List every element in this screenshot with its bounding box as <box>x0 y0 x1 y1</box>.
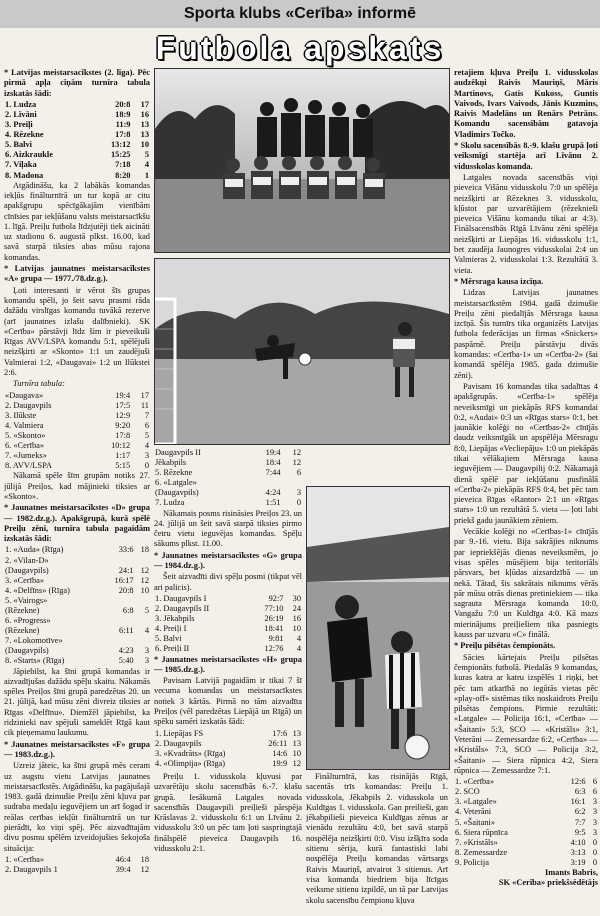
table-row <box>4 626 150 636</box>
goals-cell: 20:8 <box>115 99 131 109</box>
points-cell: 3 <box>592 807 597 817</box>
goals-cell: 17:6 <box>272 728 288 738</box>
points-cell: 3 <box>144 646 149 656</box>
goals-cell: 6:3 <box>574 787 586 797</box>
table-row <box>154 644 302 654</box>
team-cell: 3. «Cerība» <box>5 575 45 585</box>
action-photo-2-image <box>307 487 449 769</box>
team-cell: «Daugava» <box>5 390 44 400</box>
team-cell: 4. Preiļi I <box>155 624 187 634</box>
table-row <box>154 759 302 769</box>
points-cell: 4 <box>296 634 301 644</box>
points-cell: 10 <box>140 140 149 150</box>
table-row <box>4 636 150 646</box>
team-cell: 1. Ludza <box>5 99 37 109</box>
goals-cell: 5:40 <box>118 656 134 666</box>
paragraph: Lidzas Latvijas jaunatnes meistarsacīkstēm 1984. gadā dzimušie Preiļu zēni piedalījās Mērsraga kausa izcīņā. Šis turnīrs tika organizēts Latvijas futbola federācijas un firmas «Snickers» paspārnē. Preiļu pārstāvju divās komandas: «Cerība-1» un «Cerība-2» (šai komandā spēlēja 1985. gada dzimušie zēni). <box>454 288 598 380</box>
table-row <box>4 596 150 606</box>
table-row <box>4 576 150 586</box>
points-cell <box>288 769 302 770</box>
team-cell: 6. «Cerība» <box>5 441 45 451</box>
goals-cell: 26:19 <box>264 614 284 624</box>
team-cell: 2. Daugavpils <box>5 400 52 410</box>
table-row <box>154 769 302 770</box>
goals-cell: 1:51 <box>265 498 281 508</box>
points-cell: 10 <box>292 624 301 634</box>
goals-cell: 46:4 <box>115 854 131 864</box>
team-cell: 4. «Delfīns» (Rīga) <box>5 585 70 595</box>
table-row <box>454 797 598 807</box>
team-cell: 5. «Šaitani» <box>455 817 496 827</box>
team-cell: 4. «Olimpija» (Rīga) <box>155 758 226 768</box>
table-row <box>4 656 150 666</box>
table-row <box>154 729 302 739</box>
table-row <box>4 171 150 181</box>
goals-cell: 4:24 <box>265 488 281 498</box>
goals-cell: 17:8 <box>115 430 131 440</box>
team-cell: 1. Liepājas FS <box>155 728 204 738</box>
goals-cell: 18:41 <box>264 624 284 634</box>
team-cell: (Daugavpils) <box>5 646 49 656</box>
team-photo-image <box>155 69 449 252</box>
goals-cell: 92:7 <box>268 593 284 603</box>
table-row <box>4 120 150 130</box>
points-cell: 13 <box>292 738 301 748</box>
table-row <box>4 586 150 596</box>
paragraph: Latgales novada sacensībās viņi pieveica Višānu vidusskolu 7:0 un spēlēja neizšķirti ar Rēzeknes 3. vidusskolu, kļūstot par uzvarētājiem (rēzeknieši pieveica Višānu komandu tikai ar 4:3). Finālsacensībās Rīgā Līvānu zēni spēlēja neizšķirti ar Liepājas 16. vidusskolu 1:1, bet zaudēja Jaunogres vidusskolai 2:4 un Valmieras 2. vidusskolai 1:3. Rezultātā 3. vieta. <box>454 172 598 275</box>
table-row <box>4 566 150 576</box>
goals-cell <box>103 636 134 646</box>
table-row <box>4 160 150 170</box>
table-row <box>154 614 302 624</box>
table-row <box>4 606 150 616</box>
points-cell <box>135 596 150 606</box>
table-row <box>4 545 150 555</box>
points-cell: 3 <box>592 817 597 827</box>
subheading: Turnīra tabula: <box>13 379 65 389</box>
points-cell: 5 <box>144 150 149 160</box>
table-row <box>154 468 302 478</box>
action-photo-dribble <box>306 486 450 770</box>
team-cell: 3. Preiļi <box>5 120 33 130</box>
points-cell: 0 <box>592 837 597 847</box>
points-cell: 3 <box>592 827 597 837</box>
table-row <box>4 391 150 401</box>
goals-cell: 9:81 <box>268 634 284 644</box>
points-cell: 12 <box>292 458 301 468</box>
table-row <box>154 594 302 604</box>
heading: * Latvijas meistarsacīkstes (2. līga). Pēc pirmā apļa cīņām turnīra tabula izskatās šādi: <box>4 68 150 98</box>
table-row <box>4 865 150 875</box>
goals-cell: 12:76 <box>264 644 284 654</box>
heading: * Mērsraga kausa izcīņa. <box>454 276 544 286</box>
table-row <box>154 448 302 458</box>
team-cell: 2. Daugavpils II <box>155 604 210 614</box>
table-row <box>154 634 302 644</box>
goals-cell: 13:12 <box>110 140 131 150</box>
points-cell: 0 <box>296 498 301 508</box>
goals-cell: 19:4 <box>115 390 131 400</box>
middle-area <box>152 68 452 914</box>
team-cell: 3. Ilūkste <box>5 410 37 420</box>
table-row <box>454 777 598 787</box>
points-cell: 6 <box>592 787 597 797</box>
table-row <box>454 848 598 858</box>
heading: * Latvijas jaunatnes meistarsacīkstes «A» grupa — 1977./78.dz.g.). <box>4 264 150 284</box>
points-cell: 12 <box>140 864 149 874</box>
team-cell: 6. «Latgale» <box>155 478 197 488</box>
page-title: Futbola apskats <box>155 29 445 66</box>
author-title: SK «Cerība» priekšsēdētājs <box>498 878 598 888</box>
points-cell: 10 <box>140 585 149 595</box>
goals-cell: 15:25 <box>110 150 131 160</box>
team-cell: 1. «Cerība» <box>5 854 45 864</box>
team-cell: 4. Valmiera <box>5 420 44 430</box>
points-cell: 5 <box>144 430 149 440</box>
goals-cell: 26:11 <box>268 738 288 748</box>
table-row <box>454 807 598 817</box>
goals-cell: 12:6 <box>570 777 586 787</box>
goals-cell: 7:44 <box>265 468 281 478</box>
points-cell: 16 <box>140 109 149 119</box>
table-row <box>4 461 150 471</box>
paragraph: Preiļu 1. vidusskola kļuvusi par uzvarētāju skolu sacensībās 6.-7. klašu grupā. Iesākumā Latgales novada sacensībās Daugavpili preiļieši pārspēja Krāslavas 2. vidusskolu 6:1 un Līvānu 2. vidusskolu 3:0 un pēc tam ļoti saspringtajā finālspēlē pieveica Daugavpils 16. vidusskolu 2:1. <box>154 772 302 854</box>
points-cell: 11 <box>140 400 149 410</box>
table-row <box>454 787 598 797</box>
team-cell: 2. «Vilan-D» <box>5 555 49 565</box>
team-cell: 5. Rēzekne <box>155 468 193 478</box>
team-photo <box>154 68 450 253</box>
goals-cell: 11:9 <box>115 120 131 130</box>
goals-cell: 16:17 <box>114 575 134 585</box>
team-cell: 3. «Latgale» <box>455 797 497 807</box>
heading: * Jaunatnes meistarsacīkstes «H» grupa — 1985.dz.g.). <box>154 654 302 674</box>
points-cell: 3 <box>144 656 149 666</box>
goals-cell: 4:23 <box>118 646 134 656</box>
goals-cell: 14:6 <box>272 748 288 758</box>
team-cell: Jēkabpils <box>155 458 187 468</box>
section-header-text: Sporta klubs «Cerība» informē <box>183 5 417 22</box>
team-cell: 8. Madona <box>5 170 44 180</box>
points-cell: 0 <box>592 857 597 867</box>
team-cell: (Daugavpils) <box>155 488 199 498</box>
table-row <box>4 855 150 865</box>
table-row <box>4 110 150 120</box>
team-cell: 6. Siera rūpnīca <box>455 827 508 837</box>
table-row <box>154 478 302 488</box>
table-row <box>154 604 302 614</box>
team-cell: 5. Balvi <box>5 140 32 150</box>
goals-cell: 77:10 <box>264 604 284 614</box>
team-cell: 7. «Lokomotīve» <box>5 636 63 646</box>
points-cell: 0 <box>144 461 149 471</box>
goals-cell <box>261 769 289 770</box>
table-row <box>154 624 302 634</box>
points-cell: 17 <box>140 99 149 109</box>
points-cell: 12 <box>292 448 301 457</box>
team-cell: 9. Policija <box>455 857 489 867</box>
heading: * Preiļu pilsētas čempionāts. <box>454 641 556 651</box>
points-cell: 18 <box>140 545 149 555</box>
table-row <box>4 130 150 140</box>
goals-cell: 7:18 <box>115 160 131 170</box>
goals-cell: 7:7 <box>574 817 586 827</box>
team-cell: 1. Daugavpils I <box>155 593 207 603</box>
goals-cell <box>103 616 134 626</box>
goals-cell <box>103 596 134 606</box>
points-cell: 7 <box>144 410 149 420</box>
points-cell: 12 <box>140 575 149 585</box>
points-cell: 13 <box>140 120 149 130</box>
heading: * Jaunatnes meistarsacīkstes «F» grupa — 1983.dz.g.). <box>4 739 150 759</box>
action-photo-1-image <box>155 259 449 444</box>
table-row <box>4 140 150 150</box>
goals-cell: 9:20 <box>115 420 131 430</box>
goals-cell: 16:1 <box>570 797 586 807</box>
table-row <box>154 749 302 759</box>
section-header <box>0 0 600 28</box>
action-photo-goalkeeper <box>154 258 450 445</box>
goals-cell <box>103 556 134 566</box>
team-cell: 4. Veterāni <box>455 807 492 817</box>
goals-cell: 24:1 <box>118 565 134 575</box>
points-cell: 4 <box>144 160 149 170</box>
team-cell: 2. Daugavpils <box>155 738 202 748</box>
points-cell: 3 <box>144 451 149 461</box>
points-cell: 12 <box>292 758 301 768</box>
points-cell: 3 <box>592 797 597 807</box>
paragraph: Finālturnīrā, kas risinājās Rīgā, sacentās trīs komandas: Preiļu 1. vidusskola, Jēkabpils 2. vidusskola un Kuldīgas 1. vidusskola. Gan preilieši, gan jēkabpilieši pieveica Kuldīgas zēnus ar vienādu rezultātu 4:0, bet savā starpā nospēlēja neizšķirti 0:0. Visu izšķīra soda sitienu sērija, kurā fantastiski labi nospēlēja Preiļu komandas vārtsargs Raivis Mauriņš, atvairot 3 sitienus. Arī visa komanda biedriem bija līcīgas veiksme sitienu izpildē, un tā par Latvijas skolu sacensību čempionu kļuva <box>306 772 448 905</box>
team-cell: 4. Rēzekne <box>5 130 44 140</box>
standings-table-a-group <box>4 391 150 472</box>
mid-text-left <box>154 448 302 770</box>
table-row <box>454 828 598 838</box>
points-cell: 4 <box>144 626 149 636</box>
team-cell: 6. Preiļi II <box>155 644 190 654</box>
column-1 <box>4 68 150 914</box>
team-cell: 2. Līvāni <box>5 109 37 119</box>
team-cell: 2. Daugavpils 1 <box>5 864 58 874</box>
table-row <box>4 100 150 110</box>
points-cell: 10 <box>292 748 301 758</box>
table-row <box>4 646 150 656</box>
table-row <box>154 498 302 508</box>
goals-cell: 8:20 <box>115 170 131 180</box>
table-row <box>454 858 598 868</box>
team-cell: 5. «Skonto» <box>5 430 46 440</box>
table-row <box>4 150 150 160</box>
points-cell: 3 <box>296 488 301 498</box>
points-cell: 18 <box>140 854 149 864</box>
points-cell: 16 <box>292 614 301 624</box>
goals-cell <box>248 478 281 488</box>
standings-table-g-group <box>154 594 302 655</box>
paragraph: Pavisam Latvijā pagaidām ir tikai 7 šī vecuma komandas un meistarsacīkstes notiek 3 kārtās. Pirmā no tām aizvadīta Preiļos (vēl paredzētas Liepājā un Rīgā) un spēku samēri izskatās šādi: <box>154 676 302 727</box>
team-cell: 8. AVV/LSPA <box>5 461 53 471</box>
team-cell: 3. «Kvadrāts» (Rīga) <box>155 748 226 758</box>
team-cell: 7. Viļaka <box>5 160 37 170</box>
table-row <box>4 411 150 421</box>
heading: * Skolu sacensībās 8.-9. klašu grupā ļoti veiksmīgi startēja arī Līvānu 2. vidusskolas komanda. <box>454 141 598 171</box>
goals-cell: 19:4 <box>265 448 281 457</box>
points-cell: 24 <box>292 604 301 614</box>
table-row <box>4 401 150 411</box>
team-cell: 1. «Cerība» <box>455 777 495 787</box>
points-cell: 17 <box>140 390 149 400</box>
goals-cell: 5:15 <box>115 461 131 471</box>
points-cell <box>282 478 302 488</box>
team-cell: (Daugavpils) <box>5 565 49 575</box>
mid-text-bottom-right <box>306 772 448 914</box>
goals-cell: 17:8 <box>115 130 131 140</box>
points-cell: 13 <box>292 728 301 738</box>
team-cell: 8. Zemessardze <box>455 847 508 857</box>
paragraph: Šeit aizvadīti divi spēļu posmi (tikpat vēl ari palicis). <box>154 572 302 592</box>
team-cell: 7. «Jumeks» <box>5 451 47 461</box>
goals-cell: 17:5 <box>115 400 131 410</box>
paragraph: Pavisam 16 komandas tika sadalītas 4 apakšgrupās. «Cerība-1» spēlēja neveiksmīgi un piekāpās RFS komandai 0:2, «Audai» 0:3 un «Rīgas stars» 0:1, bet jaunākie kolēģi no «Cerības-2» cīnījās daudz veiksmīgāk un apspēlēja Mērsragu 8:0, Liepājas «Vecliepāju» 1:0 un piekāpās tikai vēlākajiem Mērsraga kausa ieguvējiem — Daugavpilij 0:2. Nākamajā dienā spēlē par iekļūšanu pusfinālā «Cerība-2» piekāpās RFS 0:4, bet pēc tam pieveica Rīgas «Rantor» 2:1 un «Rīgas stars» 1:0 un rezultātā 5. vieta — ļoti labi priekš gadu jaunākiem zēniem. <box>454 381 598 525</box>
points-cell: 6 <box>592 777 597 787</box>
points-cell: 13 <box>140 130 149 140</box>
table-row <box>154 458 302 468</box>
points-cell: 4 <box>296 644 301 654</box>
points-cell: 5 <box>144 605 149 615</box>
table-row <box>4 431 150 441</box>
table-row <box>454 818 598 828</box>
points-cell <box>135 616 150 626</box>
team-cell: (Rēzekne) <box>5 605 40 615</box>
team-cell: (Rēzekne) <box>5 626 40 636</box>
goals-cell: 4:10 <box>570 837 586 847</box>
goals-cell: 6:8 <box>122 605 134 615</box>
goals-cell: 9:5 <box>574 827 586 837</box>
table-row <box>154 739 302 749</box>
goals-cell: 18:9 <box>115 109 131 119</box>
points-cell: 1 <box>144 170 149 180</box>
standings-table-f-group <box>4 855 150 875</box>
table-row <box>4 556 150 566</box>
heading: * Jaunatnes meistarsacīkstes «G» grupa — 1984.dz.g.). <box>154 550 302 571</box>
author-name: Imants Babris, <box>544 868 598 878</box>
team-cell: Daugavpils II <box>155 448 201 457</box>
team-cell: 3. Jēkabpils <box>155 614 195 624</box>
points-cell: 12 <box>140 565 149 575</box>
team-cell <box>154 769 261 770</box>
team-cell: 8. «Starts» (Rīga) <box>5 656 65 666</box>
standings-table-f-group-cont <box>154 448 302 509</box>
table-row <box>454 838 598 848</box>
paragraph: Nākamais posms risināsies Preiļos 23. un 24. jūlijā un šeit savā starpā tiksies pirmo četru vietu ieguvējas komandas. Spēļu sākums plkst. 11.00. <box>154 508 302 549</box>
goals-cell: 6:2 <box>574 807 586 817</box>
standings-table-h-group <box>154 729 302 770</box>
standings-table-2liga <box>4 100 150 181</box>
standings-table-d-group <box>4 545 150 666</box>
team-cell: 6. «Progress» <box>5 616 51 626</box>
team-cell: 1. «Auda» (Rīga) <box>5 545 64 555</box>
paragraph: Sācies kārtejais Preiļu pilsētas čempionāts futbolā. Piedalās 9 komandas, kuras katra ar katru izspēlēs 1 riņķi, bet pēc tam atkarībā no iegūtās vietas pēc «play-off» sistēmas tiks noskaidrots Preiļu pilsētas čempions. Pirmie rezultāti: «Latgale» — Policija 16:1, «Cerība» — «Šaitani» 5:3, SCO — «Kristāls» 3:1, Veterāni — Zemessardze 6:2, «Cerība» — «Kristāls» 7:3, SCO — Policija 3:2, «Šaitani» — Siera rūpnica 4:2, Siera rūpnica — Zemessardze 7:1. <box>454 652 598 775</box>
team-cell: 5. «Vairogs» <box>5 595 48 605</box>
goals-cell: 10:12 <box>111 441 131 451</box>
points-cell: 6 <box>144 420 149 430</box>
points-cell: 4 <box>144 441 149 451</box>
goals-cell: 3:13 <box>570 847 586 857</box>
points-cell: 30 <box>292 593 301 603</box>
goals-cell: 20:8 <box>118 585 134 595</box>
table-row <box>4 421 150 431</box>
paragraph: Jāpiebilst, ka šīni grupā komandas ir aizvadījušas dažādu spēļu skaitu. Nākamās spēles Preiļos šīni grupā paredzētas 20. un 21. jūlijā, kad mūsu zēni divreiz tiksies ar Rīgas «Delfīnu». Diemžēl jāpiebilst, ka ridzinieki nav spējuši sameklēt Rīgā kaut cik pieņemamu laukumu. <box>4 666 150 738</box>
column-4 <box>454 68 598 914</box>
paragraph: Uzreiz jāteic, ka šīni grupā mēs ceram uz augstu vietu Latvijas jaunatnes meistarsacīkstēs. Atgādināšu, ka pagājušajā 1983. gadā dzimušie Preiļu zēni kļuva par sudraba medaļu ieguvējiem un arī šogad ir reālas cerības iekļūt finālturnīrā un tur pierādīt, ko viņi spēj. Pēc aizvadītajām divu posmu spēlēm izveidojušies šekojoša situācija: <box>4 761 150 853</box>
goals-cell: 19:9 <box>272 758 288 768</box>
team-cell: 6. Aizkraukle <box>5 150 53 160</box>
paragraph: Vecākie kolēģi no «Cerības-1» cīnījās par 9.-16. vietu. Bija sakrājies niknums par iepriekšējās dienas neveiksmēm, jo visas spēles mūsējiem bija teritoriāls pārsvars, bet kļūdas aizsardzībā — un nekā. Tātad, šis sakrātais niknums vērās pār mūsu otrās dienas pretiniekiem — tika sagrauta Mērsraga komanda 10:0, Vangažu 7:0 un Kuldīga 4:0. Kā mazs mierinājums preiļiešiem tika pasniegts kauss par uzvaru «C» finālā. <box>454 527 598 640</box>
mid-text-bottom-left <box>154 772 302 914</box>
team-cell: 2. SCO <box>455 787 480 797</box>
team-cell: 7. Ludza <box>155 498 185 508</box>
goals-cell: 33:6 <box>118 545 134 555</box>
paragraph: Nākamā spēle šīm grupām notiks 27. jūlijā Preiļos, kad mājinieki tiksies ar «Skonto». <box>4 471 150 501</box>
goals-cell: 39:4 <box>115 864 131 874</box>
table-row <box>4 441 150 451</box>
table-row <box>4 451 150 461</box>
goals-cell: 3:19 <box>570 857 586 867</box>
goals-cell: 18:4 <box>265 458 281 468</box>
paragraph: Ļoti interesanti ir vērot šīs grupas komandu spēli, jo šeit savu prasmi rāda dažādu virslīgas komandu tuvākā rezerve (arī jaunatnes izlašu dalībnieki). SK «Cerība» pārstāvji līdz šim ir pieveikuši Rīgas AVV/LSPA komandu 5:1, spēlējuši neizšķirti ar «Skonto» 1:1 un zaudējuši Valmierai 1:2, «Daugavai» 1:2 un Ilūkstei 2:6. <box>4 285 150 377</box>
standings-table-preili-city <box>454 777 598 868</box>
points-cell <box>135 556 150 566</box>
points-cell <box>135 636 150 646</box>
team-cell: 7. «Kristāls» <box>455 837 498 847</box>
paragraph: Atgādināšu, ka 2 labākās komandas iekļūs finālturnīrā un tur kopā ar citu apakšgrupu spēcīgākajām vienībām cīnīsies par iekļūšanu valsts meistarsacīkšu 1. līgā. Preiļu futbola līdzjutēji tiek aicināti uz stadionu 6. augustā plkst. 16.00, kad savā starpā tiksies abas mūsu rajona komandas. <box>4 180 150 262</box>
table-row <box>4 616 150 626</box>
paragraph-bold: retajiem kļuva Preiļu 1. vidusskolas audzēkņi Raivis Mauriņš, Māris Martinovs, Gatis Kukoss, Guntis Vaivods, Ivars Vaivods, Jānis Kuzmins, Raivis Madelāns un Renārs Petrāns. Komandu sacensībām gatavoja Vladimirs Točko. <box>454 68 598 139</box>
goals-cell: 6:11 <box>119 626 134 636</box>
points-cell: 6 <box>296 468 301 478</box>
table-row <box>154 488 302 498</box>
goals-cell: 1:17 <box>115 451 131 461</box>
goals-cell: 12:9 <box>115 410 131 420</box>
team-cell: 5. Balvi <box>155 634 182 644</box>
heading: * Jaunatnes meistarsacīkstes «D» grupa — 1982.dz.g.). Apakšgrupā, kurā spēlē Preiļu zēni, turnīra tabula pagaidām izskatās šādi: <box>4 503 150 544</box>
points-cell: 0 <box>592 847 597 857</box>
